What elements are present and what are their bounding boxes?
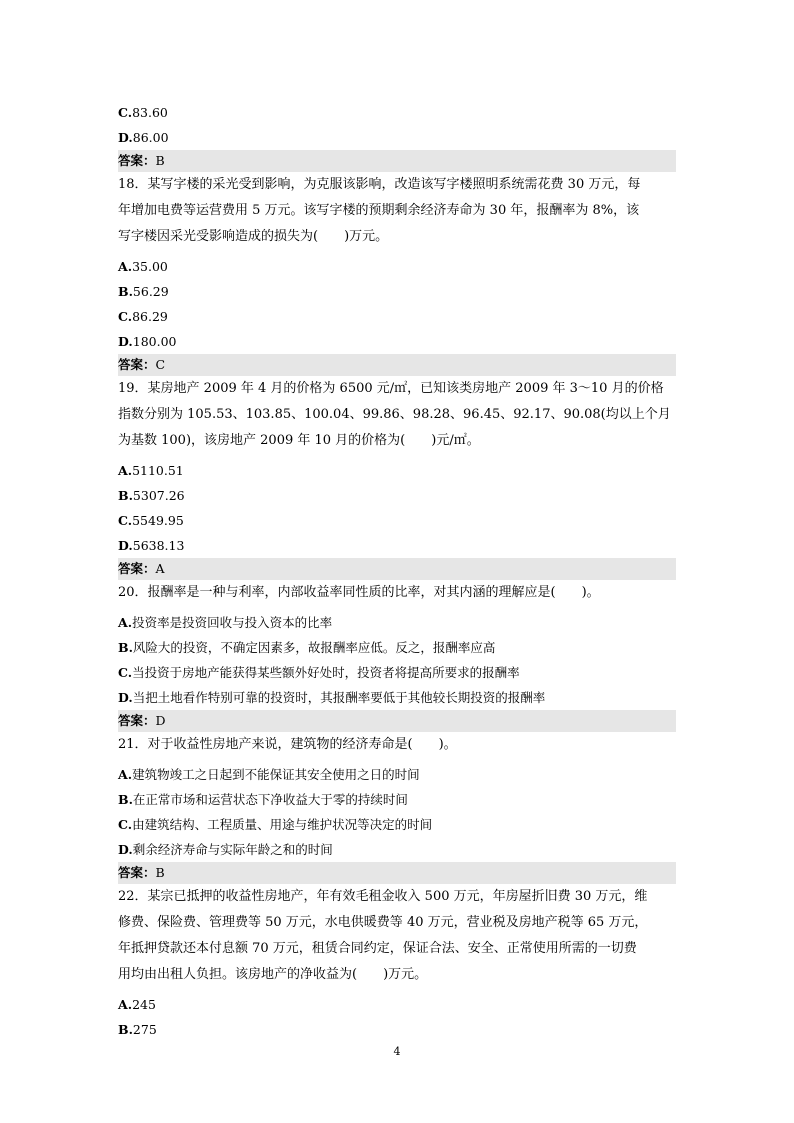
answer-option bbox=[118, 458, 676, 483]
answer-value: C bbox=[155, 357, 166, 372]
question-line: 21．对于收益性房地产来说，建筑物的经济寿命是( )。 bbox=[118, 737, 457, 752]
option-text: 86.00 bbox=[132, 130, 169, 145]
option-letter: A. bbox=[118, 767, 133, 782]
question-line: 22．某宗已抵押的收益性房地产，年有效毛租金收入 500 万元，年房屋折旧费 30 万元，维 bbox=[118, 889, 648, 904]
option-text: 建筑物竣工之日起到不能保证其安全使用之日的时间 bbox=[132, 767, 420, 782]
answer-option bbox=[118, 1017, 676, 1042]
question-text bbox=[118, 172, 676, 250]
option-text: 5638.13 bbox=[132, 538, 185, 553]
option-text: 5110.51 bbox=[132, 463, 184, 478]
question-text bbox=[118, 884, 676, 988]
option-text: 180.00 bbox=[132, 334, 177, 349]
question-line: 18．某写字楼的采光受到影响，为克服该影响，改造该写字楼照明系统需花费 30 万元，每 bbox=[118, 177, 641, 192]
question-line: 用均由出租人负担。该房地产的净收益为( )万元。 bbox=[118, 967, 428, 982]
answer-row bbox=[118, 710, 676, 732]
answer-option bbox=[118, 762, 676, 787]
answer-row bbox=[118, 354, 676, 376]
option-letter: A. bbox=[118, 259, 133, 274]
option-letter: B. bbox=[118, 488, 133, 503]
question-line: 写字楼因采光受影响造成的损失为( )万元。 bbox=[118, 229, 389, 244]
option-letter: C. bbox=[118, 513, 133, 528]
option-letter: B. bbox=[118, 640, 133, 655]
option-letter: D. bbox=[118, 334, 133, 349]
option-letter: A. bbox=[118, 463, 133, 478]
option-text: 风险大的投资，不确定因素多，故报酬率应低。反之，报酬率应高 bbox=[132, 640, 496, 655]
answer-label: 答案： bbox=[118, 865, 156, 880]
question-line: 年抵押贷款还本付息额 70 万元，租赁合同约定，保证合法、安全、正常使用所需的一切费 bbox=[118, 941, 637, 956]
question-line: 指数分别为 105.53、103.85、100.04、99.86、98.28、96.45、92.17、90.08(均以上个月 bbox=[118, 407, 671, 422]
answer-label: 答案： bbox=[118, 713, 156, 728]
question-line: 修费、保险费、管理费等 50 万元，水电供暖费等 40 万元，营业税及房地产税等 65 万元， bbox=[118, 915, 648, 930]
option-text: 剩余经济寿命与实际年龄之和的时间 bbox=[132, 842, 333, 857]
question-line: 20．报酬率是一种与利率，内部收益率同性质的比率，对其内涵的理解应是( )。 bbox=[118, 585, 600, 600]
option-letter: A. bbox=[118, 997, 133, 1012]
answer-option bbox=[118, 787, 676, 812]
answer-value: D bbox=[155, 713, 166, 728]
answer-option bbox=[118, 279, 676, 304]
answer-option bbox=[118, 100, 676, 125]
answer-option bbox=[118, 533, 676, 558]
option-text: 245 bbox=[132, 997, 156, 1012]
option-letter: D. bbox=[118, 538, 133, 553]
option-letter: B. bbox=[118, 284, 133, 299]
option-letter: C. bbox=[118, 817, 133, 832]
option-letter: C. bbox=[118, 309, 133, 324]
answer-option bbox=[118, 812, 676, 837]
option-letter: D. bbox=[118, 690, 133, 705]
option-text: 275 bbox=[132, 1022, 157, 1037]
answer-option bbox=[118, 635, 676, 660]
option-letter: B. bbox=[118, 792, 133, 807]
answer-option bbox=[118, 685, 676, 710]
answer-value: A bbox=[155, 561, 165, 576]
option-text: 5307.26 bbox=[132, 488, 185, 503]
option-text: 56.29 bbox=[132, 284, 169, 299]
answer-row bbox=[118, 150, 676, 172]
answer-option bbox=[118, 660, 676, 685]
answer-label: 答案： bbox=[118, 357, 156, 372]
answer-row bbox=[118, 558, 676, 580]
answer-option bbox=[118, 304, 676, 329]
option-letter: B. bbox=[118, 1022, 133, 1037]
option-letter: C. bbox=[118, 105, 133, 120]
option-text: 当投资于房地产能获得某些额外好处时，投资者将提高所要求的报酬率 bbox=[132, 665, 520, 680]
question-line: 19．某房地产 2009 年 4 月的价格为 6500 元/㎡，已知该类房地产 2009 年 3～10 月的价格 bbox=[118, 381, 664, 396]
document-page bbox=[118, 100, 676, 1042]
option-text: 由建筑结构、工程质量、用途与维护状况等决定的时间 bbox=[132, 817, 433, 832]
answer-row bbox=[118, 862, 676, 884]
answer-option bbox=[118, 508, 676, 533]
option-letter: C. bbox=[118, 665, 133, 680]
answer-label: 答案： bbox=[118, 153, 156, 168]
option-letter: D. bbox=[118, 130, 133, 145]
answer-label: 答案： bbox=[118, 561, 156, 576]
answer-option bbox=[118, 329, 676, 354]
question-line: 为基数 100)，该房地产 2009 年 10 月的价格为( )元/㎡。 bbox=[118, 433, 480, 448]
option-text: 投资率是投资回收与投入资本的比率 bbox=[132, 615, 333, 630]
option-text: 在正常市场和运营状态下净收益大于零的持续时间 bbox=[132, 792, 408, 807]
option-letter: A. bbox=[118, 615, 133, 630]
option-letter: D. bbox=[118, 842, 133, 857]
answer-option bbox=[118, 125, 676, 150]
question-text bbox=[118, 376, 676, 454]
question-line: 年增加电费等运营费用 5 万元。该写字楼的预期剩余经济寿命为 30 年，报酬率为 8%，该 bbox=[118, 203, 640, 218]
answer-value: B bbox=[155, 865, 165, 880]
question-text bbox=[118, 580, 676, 606]
option-text: 83.60 bbox=[132, 105, 168, 120]
answer-option bbox=[118, 483, 676, 508]
answer-value: B bbox=[155, 153, 165, 168]
answer-option bbox=[118, 610, 676, 635]
option-text: 86.29 bbox=[132, 309, 168, 324]
option-text: 当把土地看作特别可靠的投资时，其报酬率要低于其他较长期投资的报酬率 bbox=[132, 690, 546, 705]
option-text: 5549.95 bbox=[132, 513, 184, 528]
answer-option bbox=[118, 254, 676, 279]
answer-option bbox=[118, 992, 676, 1017]
question-text bbox=[118, 732, 676, 758]
answer-option bbox=[118, 837, 676, 862]
page-number: 4 bbox=[393, 1045, 401, 1058]
option-text: 35.00 bbox=[132, 259, 168, 274]
